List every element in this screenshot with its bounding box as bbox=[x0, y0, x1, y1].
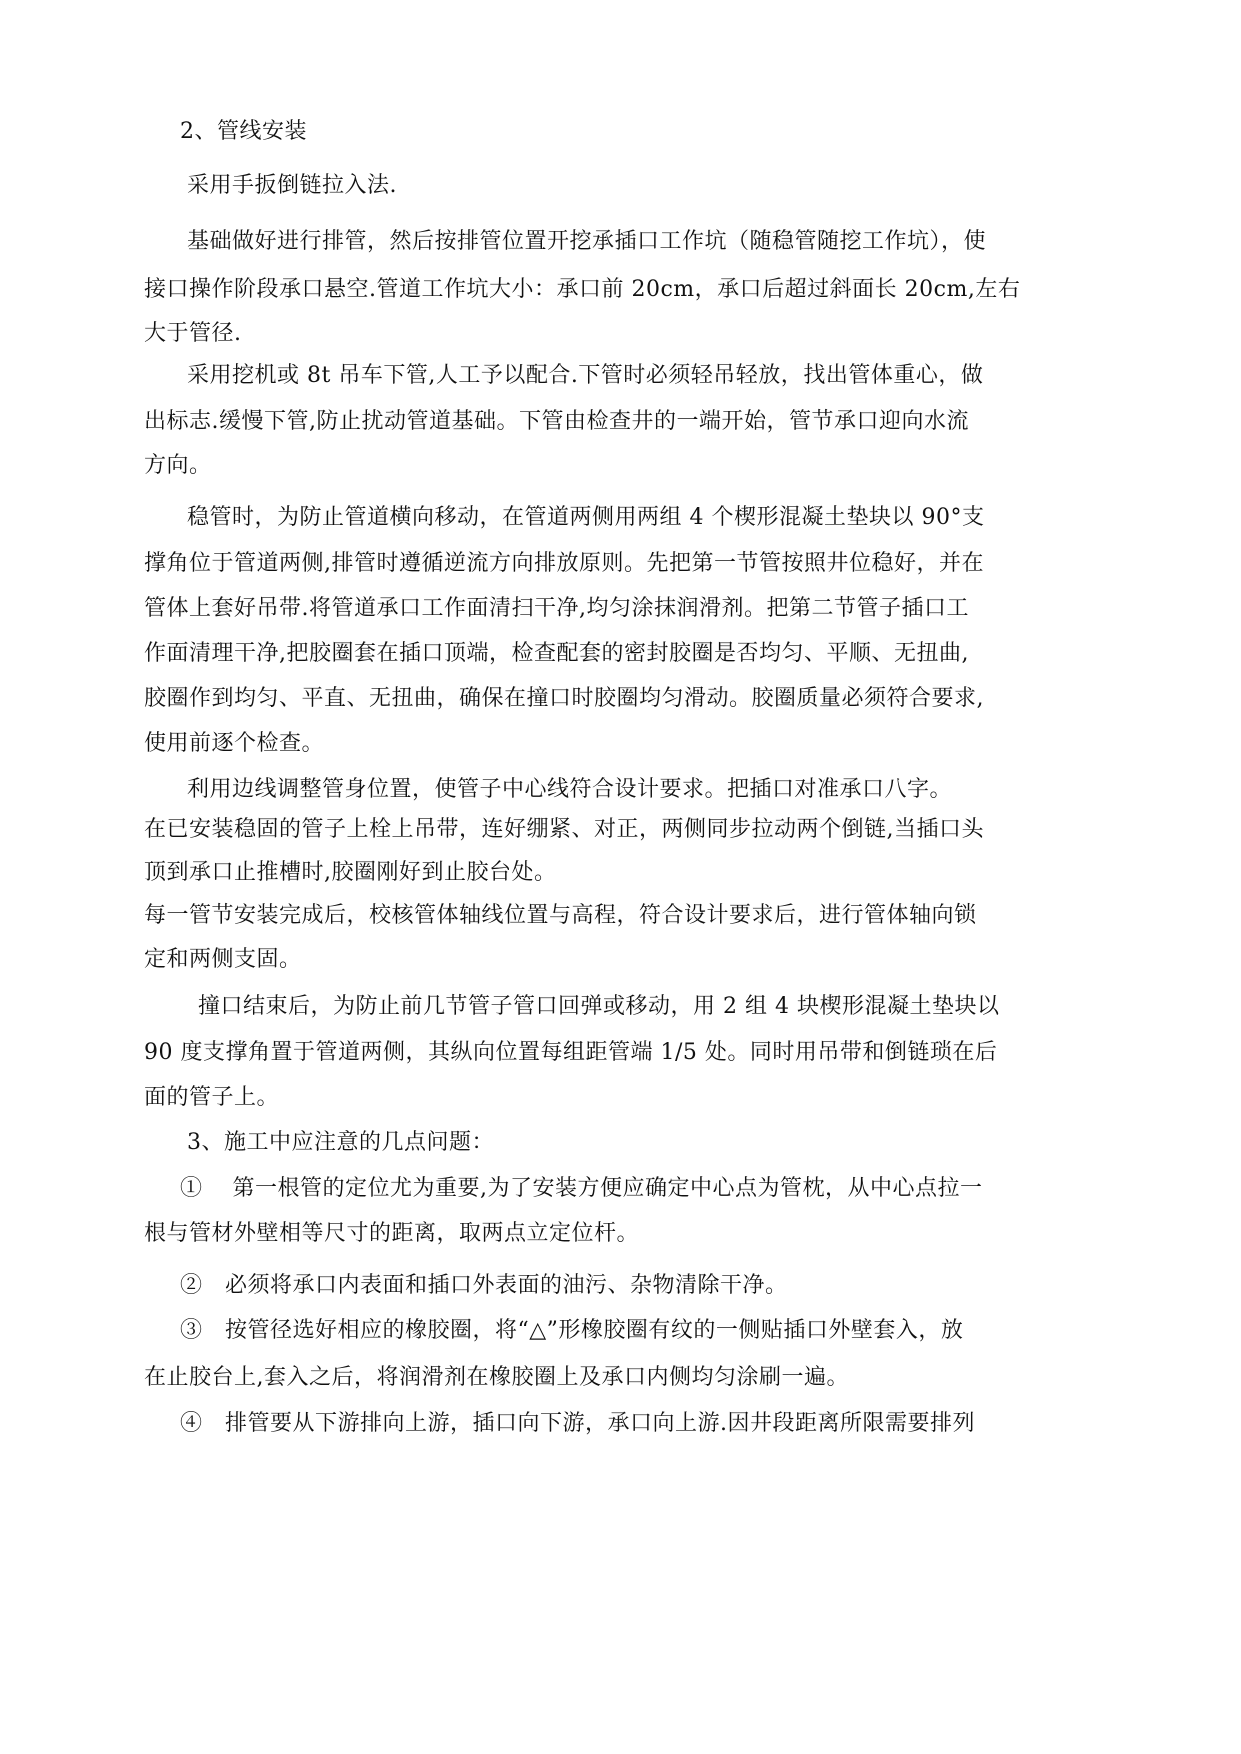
paragraph-line: 采用手扳倒链拉入法. bbox=[187, 173, 397, 198]
paragraph-line: 接口操作阶段承口悬空.管道工作坑大小：承口前 20cm，承口后超过斜面长 20cm,左右 bbox=[144, 277, 1021, 302]
list-item-line: ④ 排管要从下游排向上游，插口向下游，承口向上游.因井段距离所限需要排列 bbox=[180, 1411, 975, 1436]
list-item-line: 在止胶台上,套入之后，将润滑剂在橡胶圈上及承口内侧均匀涂刷一遍。 bbox=[144, 1365, 849, 1390]
paragraph-line: 管体上套好吊带.将管道承口工作面清扫干净,均匀涂抹润滑剂。把第二节管子插口工 bbox=[144, 596, 969, 621]
section-heading: 2、管线安装 bbox=[180, 119, 307, 144]
paragraph-line: 顶到承口止推槽时,胶圈刚好到止胶台处。 bbox=[144, 860, 557, 885]
paragraph-line: 撑角位于管道两侧,排管时遵循逆流方向排放原则。先把第一节管按照井位稳好，并在 bbox=[144, 551, 984, 576]
paragraph-line: 定和两侧支固。 bbox=[144, 947, 302, 972]
paragraph-line: 方向。 bbox=[144, 453, 212, 478]
paragraph-line: 大于管径. bbox=[144, 321, 242, 346]
paragraph-line: 利用边线调整管身位置，使管子中心线符合设计要求。把插口对准承口八字。 bbox=[187, 777, 953, 802]
paragraph-line: 使用前逐个检查。 bbox=[144, 731, 325, 756]
paragraph-line: 胶圈作到均匀、平直、无扭曲，确保在撞口时胶圈均匀滑动。胶圈质量必须符合要求, bbox=[144, 686, 984, 711]
paragraph-line: 90 度支撑角置于管道两侧，其纵向位置每组距管端 1/5 处。同时用吊带和倒链琐在后 bbox=[144, 1040, 998, 1065]
paragraph-line: 每一管节安装完成后，校核管体轴线位置与高程，符合设计要求后，进行管体轴向锁 bbox=[144, 903, 977, 928]
paragraph-line: 基础做好进行排管，然后按排管位置开挖承插口工作坑（随稳管随挖工作坑），使 bbox=[187, 229, 987, 254]
paragraph-line: 出标志.缓慢下管,防止扰动管道基础。下管由检查井的一端开始，管节承口迎向水流 bbox=[144, 409, 969, 434]
paragraph-line: 采用挖机或 8t 吊车下管,人工予以配合.下管时必须轻吊轻放，找出管体重心，做 bbox=[187, 363, 984, 388]
list-item-line: ② 必须将承口内表面和插口外表面的油污、杂物清除干净。 bbox=[180, 1273, 788, 1298]
paragraph-line: 面的管子上。 bbox=[144, 1085, 280, 1110]
list-item-line: ① 第一根管的定位尤为重要,为了安装方便应确定中心点为管枕，从中心点拉一 bbox=[180, 1176, 983, 1201]
paragraph-line: 作面清理干净,把胶圈套在插口顶端，检查配套的密封胶圈是否均匀、平顺、无扭曲, bbox=[144, 641, 969, 666]
paragraph-line: 稳管时，为防止管道横向移动，在管道两侧用两组 4 个楔形混凝土垫块以 90°支 bbox=[187, 505, 985, 530]
paragraph-line: 在已安装稳固的管子上栓上吊带，连好绷紧、对正，两侧同步拉动两个倒链,当插口头 bbox=[144, 817, 984, 842]
section-heading: 3、施工中应注意的几点问题： bbox=[187, 1130, 494, 1155]
paragraph-line: 撞口结束后，为防止前几节管子管口回弹或移动，用 2 组 4 块楔形混凝土垫块以 bbox=[198, 994, 1000, 1019]
list-item-line: 根与管材外壁相等尺寸的距离，取两点立定位杆。 bbox=[144, 1221, 640, 1246]
list-item-line: ③ 按管径选好相应的橡胶圈，将“△”形橡胶圈有纹的一侧贴插口外壁套入，放 bbox=[180, 1318, 964, 1343]
